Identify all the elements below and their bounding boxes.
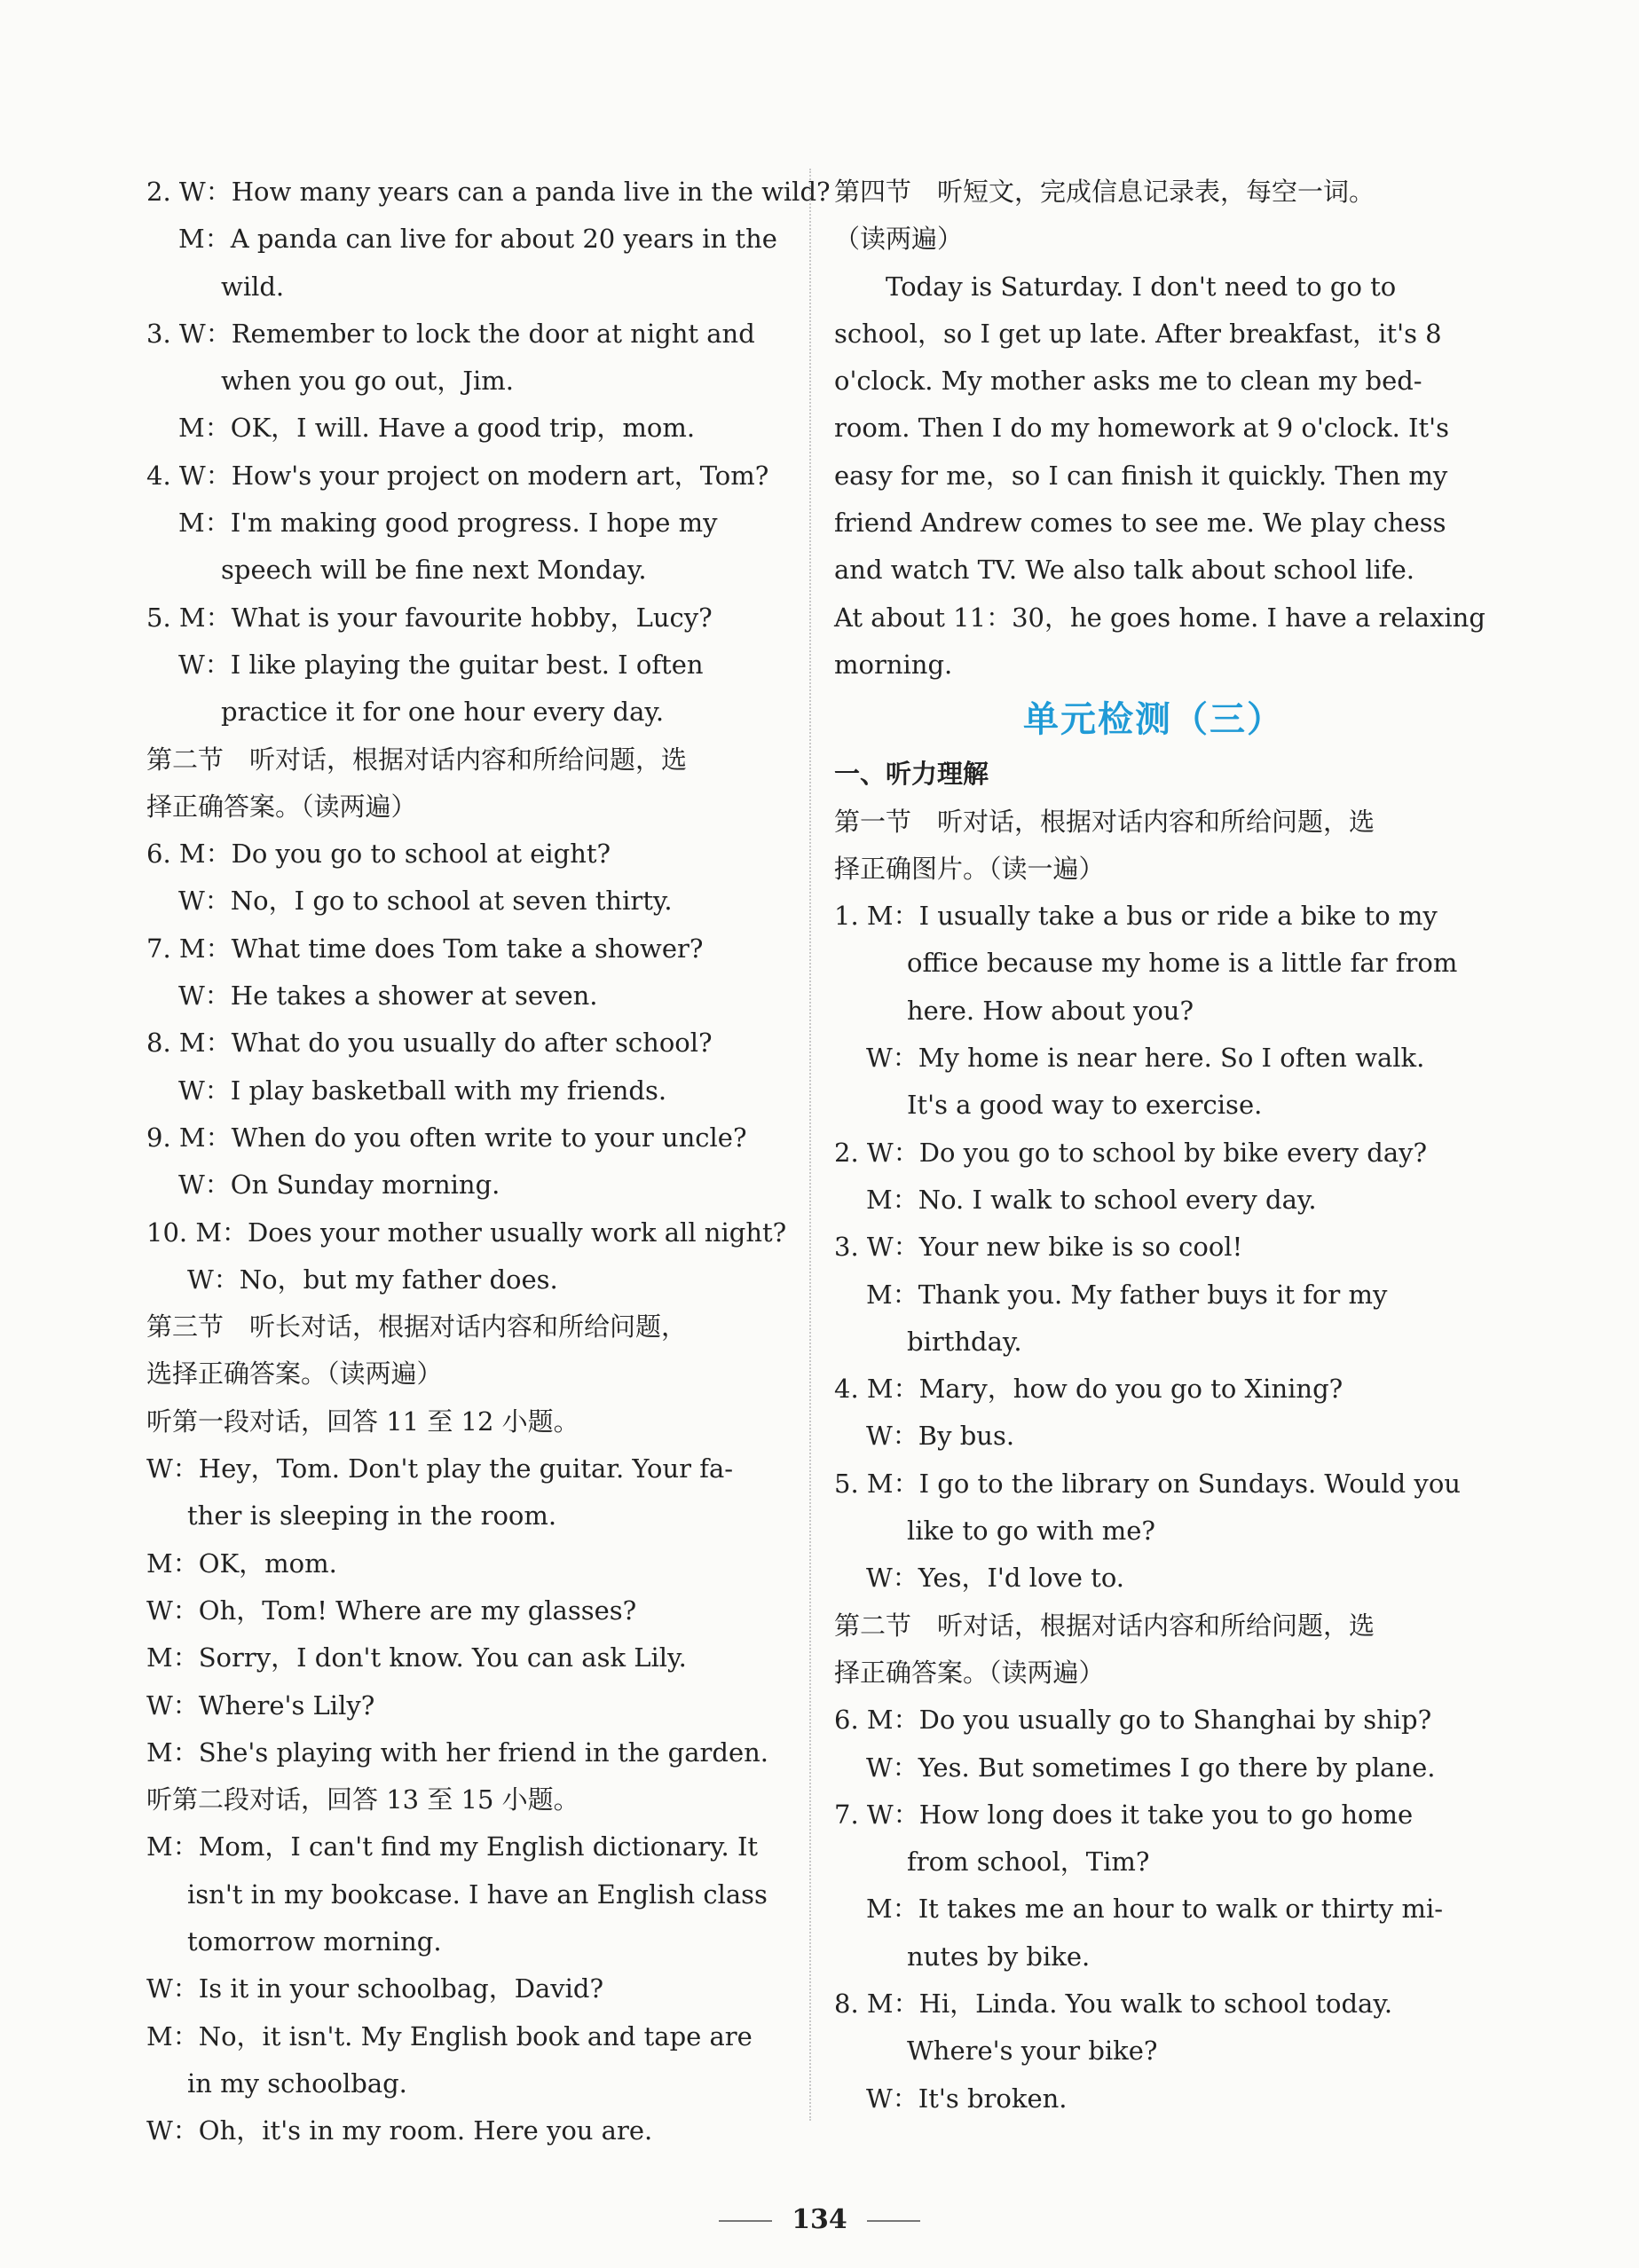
text-line: It's a good way to exercise. bbox=[907, 1090, 1263, 1121]
text-line: 5. M：I go to the library on Sundays. Would you bbox=[834, 1468, 1461, 1499]
text-line: W：Oh，Tom! Where are my glasses? bbox=[146, 1595, 637, 1626]
text-line: when you go out，Jim. bbox=[221, 366, 514, 397]
text-line: 4. M：Mary，how do you go to Xining? bbox=[834, 1374, 1344, 1405]
right-column bbox=[834, 169, 1485, 2122]
text-line: W：It's broken. bbox=[866, 2083, 1068, 2114]
text-line: W：By bus. bbox=[866, 1421, 1015, 1452]
text-line: M：Thank you. My father buys it for my bbox=[866, 1279, 1388, 1310]
text-line: W：I like playing the guitar best. I often bbox=[178, 649, 704, 680]
text-line: nutes by bike. bbox=[907, 1941, 1091, 1972]
text-line: 4. W：How's your project on modern art，Tom? bbox=[146, 460, 769, 491]
text-line: 6. M：Do you usually go to Shanghai by ship? bbox=[834, 1705, 1432, 1736]
text-line: W：Yes. But sometimes I go there by plane. bbox=[866, 1752, 1436, 1783]
section-heading: 第二节 听对话，根据对话内容和所给问题，选 bbox=[146, 744, 688, 775]
text-line: easy for me，so I can finish it quickly. Then my bbox=[834, 460, 1448, 491]
section-heading: 第一节 听对话，根据对话内容和所给问题，选 bbox=[834, 806, 1375, 837]
text-line: 2. W：Do you go to school by bike every day? bbox=[834, 1137, 1428, 1168]
page-number-text: 134 bbox=[792, 2204, 847, 2235]
section-heading: 第二节 听对话，根据对话内容和所给问题，选 bbox=[834, 1610, 1375, 1641]
text-line: 听第二段对话，回答 13 至 15 小题。 bbox=[146, 1784, 579, 1815]
rule-right bbox=[867, 2220, 920, 2222]
section-heading: 第四节 听短文，完成信息记录表，每空一词。 bbox=[834, 177, 1375, 207]
text-line: here. How about you? bbox=[907, 995, 1194, 1026]
text-line: 3. W：Your new bike is so cool! bbox=[834, 1232, 1243, 1263]
text-line: school，so I get up late. After breakfast，it's 8 bbox=[834, 318, 1442, 349]
text-line: wild. bbox=[221, 271, 285, 302]
text-line: office because my home is a little far from bbox=[907, 948, 1458, 979]
text-line: W：No，I go to school at seven thirty. bbox=[178, 886, 673, 917]
text-line: W：Oh，it's in my room. Here you are. bbox=[146, 2115, 653, 2146]
text-line: 9. M：When do you often write to your uncle? bbox=[146, 1122, 747, 1153]
text-line: birthday. bbox=[907, 1326, 1022, 1357]
section-heading: 第三节 听长对话，根据对话内容和所给问题， bbox=[146, 1311, 688, 1343]
text-line: W：I play basketball with my friends. bbox=[178, 1075, 667, 1106]
text-line: W：Yes，I'd love to. bbox=[866, 1563, 1125, 1594]
text-line: 5. M：What is your favourite hobby，Lucy? bbox=[146, 602, 713, 633]
text-line: M：OK，I will. Have a good trip，mom. bbox=[178, 413, 696, 444]
text-line: in my schoolbag. bbox=[187, 2067, 407, 2099]
text-line: ther is sleeping in the room. bbox=[187, 1500, 557, 1532]
text-line: from school，Tim? bbox=[907, 1847, 1150, 1878]
text-line: practice it for one hour every day. bbox=[221, 697, 665, 728]
left-column bbox=[146, 169, 831, 2154]
text-line: speech will be fine next Monday. bbox=[221, 555, 647, 586]
section-heading: 选择正确答案。（读两遍） bbox=[146, 1358, 443, 1390]
text-line: W：On Sunday morning. bbox=[178, 1169, 500, 1201]
text-line: room. Then I do my homework at 9 o'clock. It's bbox=[834, 413, 1449, 444]
text-line: W：He takes a shower at seven. bbox=[178, 980, 598, 1012]
text-line: M：She's playing with her friend in the garden. bbox=[146, 1736, 768, 1768]
text-line: 听第一段对话，回答 11 至 12 小题。 bbox=[146, 1406, 579, 1437]
text-line: M：No，it isn't. My English book and tape are bbox=[146, 2020, 753, 2051]
text-line: 6. M：Do you go to school at eight? bbox=[146, 839, 611, 870]
text-line: At about 11：30，he goes home. I have a relaxing bbox=[834, 602, 1485, 633]
text-line: tomorrow morning. bbox=[187, 1925, 442, 1957]
section-heading: 择正确答案。（读两遍） bbox=[146, 791, 417, 822]
text-line: 8. M：Hi，Linda. You walk to school today. bbox=[834, 1988, 1393, 2019]
text-line: M：A panda can live for about 20 years in the bbox=[178, 224, 777, 255]
text-line: W：Hey，Tom. Don't play the guitar. Your fa- bbox=[146, 1453, 734, 1484]
text-line: M：Sorry，I don't know. You can ask Lily. bbox=[146, 1642, 687, 1673]
text-line: 8. M：What do you usually do after school? bbox=[146, 1028, 713, 1059]
text-line: W：My home is near here. So I often walk. bbox=[866, 1043, 1425, 1074]
text-line: Today is Saturday. I don't need to go to bbox=[886, 271, 1397, 302]
text-line: isn't in my bookcase. I have an English class bbox=[187, 1878, 768, 1910]
rule-left bbox=[719, 2220, 772, 2222]
text-line: 7. M：What time does Tom take a shower? bbox=[146, 933, 704, 964]
text-line: friend Andrew comes to see me. We play chess bbox=[834, 508, 1446, 539]
part-heading: 一、听力理解 bbox=[834, 759, 989, 790]
text-line: 3. W：Remember to lock the door at night and bbox=[146, 318, 755, 349]
text-line: Where's your bike? bbox=[907, 2036, 1158, 2067]
text-line: M：Mom，I can't find my English dictionary. It bbox=[146, 1831, 759, 1862]
section-heading: 择正确答案。（读两遍） bbox=[834, 1657, 1105, 1688]
column-divider bbox=[809, 169, 811, 2121]
text-line: 7. W：How long does it take you to go home bbox=[834, 1799, 1414, 1830]
page-number bbox=[0, 2204, 1639, 2235]
text-line: 2. W：How many years can a panda live in the wild? bbox=[146, 177, 831, 207]
text-line: W：Where's Lily? bbox=[146, 1689, 375, 1721]
text-line: W：Is it in your schoolbag，David? bbox=[146, 1973, 604, 2004]
text-line: morning. bbox=[834, 649, 953, 680]
text-line: M：It takes me an hour to walk or thirty mi- bbox=[866, 1894, 1444, 1925]
section-heading: （读两遍） bbox=[834, 224, 964, 255]
section-heading: 择正确图片。（读一遍） bbox=[834, 853, 1105, 884]
text-line: 1. M：I usually take a bus or ride a bike to my bbox=[834, 901, 1438, 932]
text-line: M：OK，mom. bbox=[146, 1547, 337, 1579]
text-line: like to go with me? bbox=[907, 1516, 1155, 1547]
text-line: W：No，but my father does. bbox=[187, 1264, 558, 1295]
text-line: o'clock. My mother asks me to clean my bed- bbox=[834, 366, 1422, 397]
text-line: 10. M：Does your mother usually work all night? bbox=[146, 1217, 787, 1248]
text-line: M：No. I walk to school every day. bbox=[866, 1184, 1317, 1215]
text-line: and watch TV. We also talk about school life. bbox=[834, 555, 1415, 586]
unit-test-title: 单元检测（三） bbox=[1023, 698, 1284, 741]
text-line: M：I'm making good progress. I hope my bbox=[178, 508, 718, 539]
